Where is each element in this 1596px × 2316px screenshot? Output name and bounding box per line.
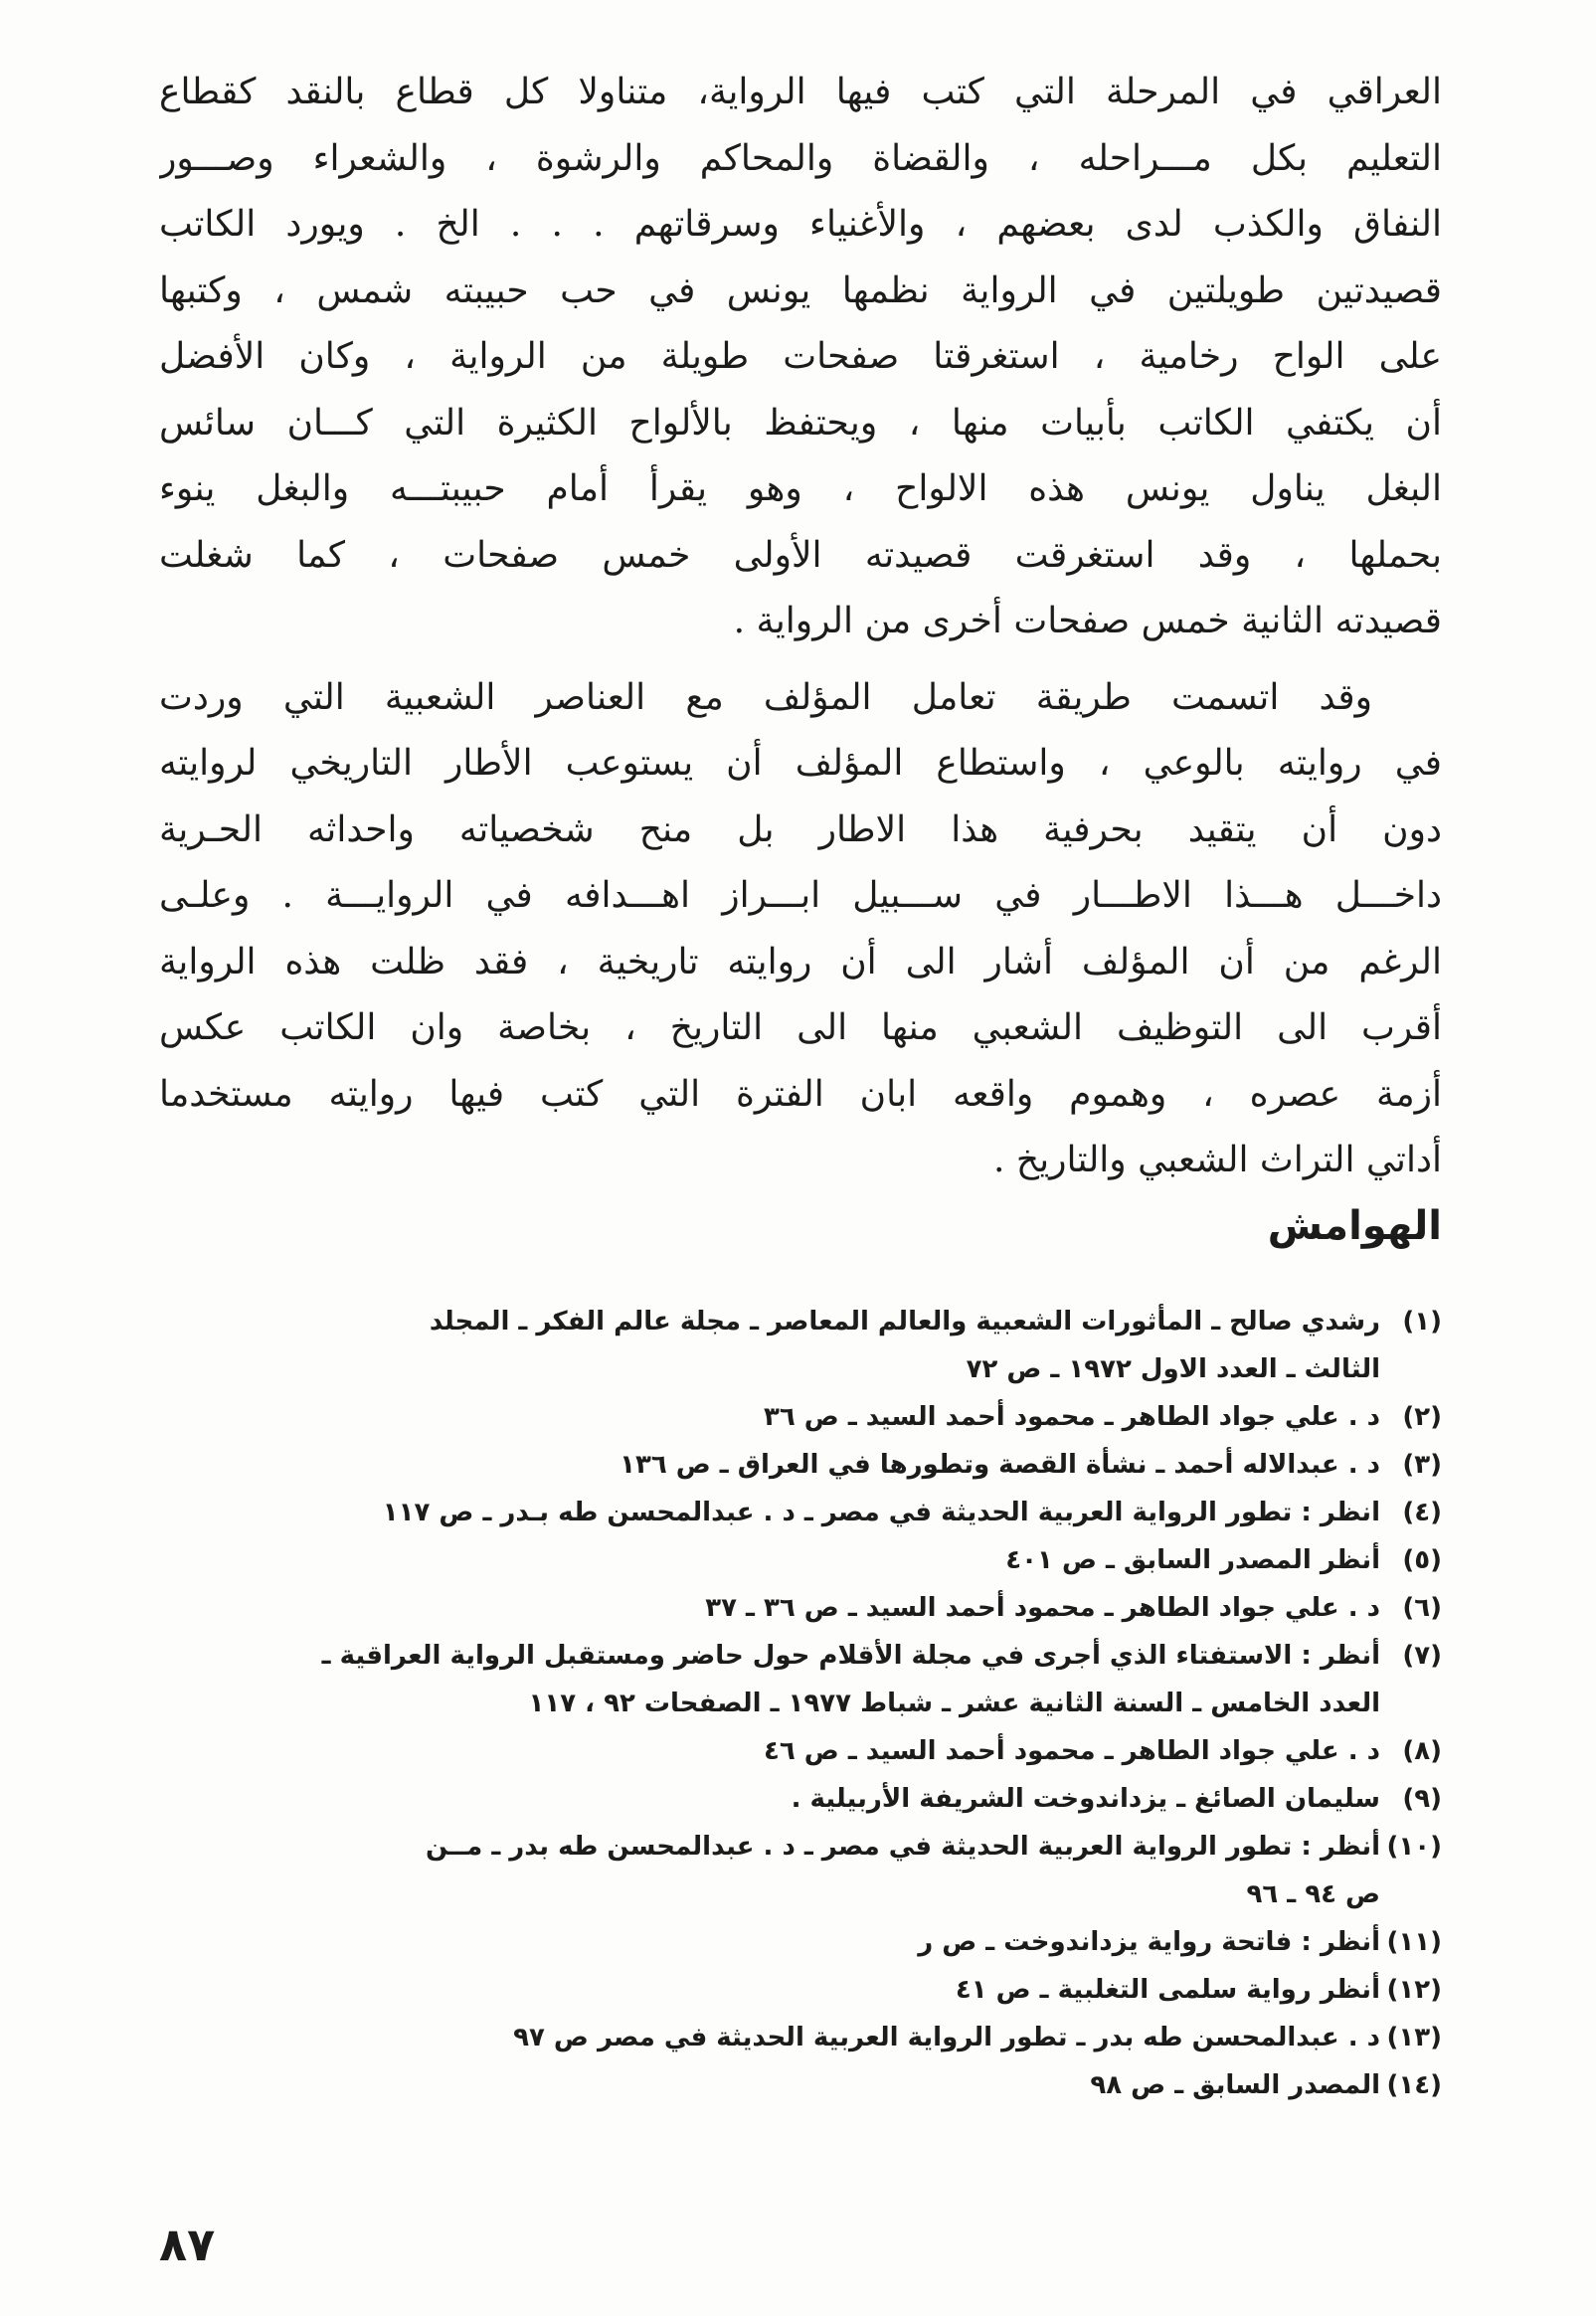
page-number: ٨٧ (159, 2218, 216, 2271)
footnote-text: الثالث ـ العدد الاول ١٩٧٢ ـ ص ٧٢ (966, 1354, 1380, 1384)
text-line: النفاق والكذب لدى بعضهم ، والأغنياء وسرقاتهم . . . الخ . ويورد الكاتب (159, 204, 1442, 245)
footnote-text: د . علي جواد الطاهر ـ محمود أحمد السيد ـ ص ٤٦ (764, 1736, 1380, 1766)
text-line: البغل يناول يونس هذه الالواح ، وهو يقرأ أمام حبيبتـــه والبغل ينوء (159, 468, 1442, 509)
footnote-number: (١١) (1386, 1927, 1442, 1957)
footnote (159, 1727, 1442, 1775)
footnote-number: (٦) (1402, 1593, 1442, 1623)
footnote-text: أنظر : فاتحة رواية يزداندوخت ـ ص ر (918, 1927, 1380, 1957)
footnote (159, 1393, 1442, 1441)
text-line: في روايته بالوعي ، واستطاع المؤلف أن يستوعب الأطار التاريخي لروايته (159, 743, 1442, 784)
footnote-text: د . علي جواد الطاهر ـ محمود أحمد السيد ـ ص ٣٦ ـ ٣٧ (705, 1593, 1380, 1623)
footnote-text: انظر : تطور الرواية العربية الحديثة في مصر ـ د . عبدالمحسن طه بـدر ـ ص ١١٧ (382, 1498, 1380, 1527)
footnote (159, 2014, 1442, 2061)
footnote (159, 1298, 1442, 1393)
footnote-number: (٧) (1402, 1641, 1442, 1671)
text-line: أزمة عصره ، وهموم واقعه ابان الفترة التي كتب فيها روايته مستخدما (159, 1073, 1442, 1115)
footnote-number: (١٠) (1386, 1832, 1442, 1862)
text-line: التعليم بكل مـــراحله ، والقضاة والمحاكم والرشوة ، والشعراء وصـــور (159, 137, 1442, 179)
footnote (159, 1775, 1442, 1823)
text-line: قصيدته الثانية خمس صفحات أخرى من الرواية . (733, 601, 1442, 641)
text-line: قصيدتين طويلتين في الرواية نظمها يونس في حب حبيبته شمس ، وكتبها (159, 269, 1442, 311)
footnote-text: د . عبدالمحسن طه بدر ـ تطور الرواية العربية الحديثة في مصر ص ٩٧ (513, 2023, 1380, 2052)
footnote-text: أنظر : الاستفتاء الذي أجرى في مجلة الأقلام حول حاضر ومستقبل الرواية العراقية ـ (321, 1641, 1380, 1671)
footnote-number: (٨) (1402, 1736, 1442, 1766)
text-line: داخـــل هـــذا الاطـــار في ســـبيل ابـــراز اهـــدافه في الروايـــة . وعلـى (159, 875, 1442, 916)
footnote-text: د . علي جواد الطاهر ـ محمود أحمد السيد ـ ص ٣٦ (764, 1402, 1380, 1432)
text-line: دون أن يتقيد بحرفية هذا الاطار بل منح شخصياته واحداثه الحـرية (159, 808, 1442, 850)
footnote-text: المصدر السابق ـ ص ٩٨ (1090, 2070, 1380, 2100)
footnote (159, 1489, 1442, 1536)
footnote-text: ص ٩٤ ـ ٩٦ (1246, 1879, 1380, 1909)
footnote-number: (٩) (1402, 1784, 1442, 1814)
footnote-number: (٢) (1402, 1402, 1442, 1432)
footnote-text: أنظر رواية سلمى التغلبية ـ ص ٤١ (955, 1975, 1380, 2005)
footnote (159, 1632, 1442, 1727)
footnote (159, 1441, 1442, 1489)
footnote (159, 1966, 1442, 2014)
footnote-text: رشدي صالح ـ المأثورات الشعبية والعالم المعاصر ـ مجلة عالم الفكر ـ المجلد (429, 1307, 1380, 1336)
footnote-text: أنظر : تطور الرواية العربية الحديثة في مصر ـ د . عبدالمحسن طه بدر ـ مــن (426, 1832, 1380, 1862)
text-line: وقد اتسمت طريقة تعامل المؤلف مع العناصر الشعبية التي وردت (159, 676, 1372, 718)
footnote-text: العدد الخامس ـ السنة الثانية عشر ـ شباط ١٩٧٧ ـ الصفحات ٩٢ ، ١١٧ (528, 1689, 1380, 1718)
footnote (159, 2061, 1442, 2109)
footnote (159, 1536, 1442, 1584)
footnotes-list (159, 1298, 1442, 2109)
paragraph-2 (159, 665, 1442, 1194)
footnote-number: (١٣) (1386, 2023, 1442, 2052)
text-line: العراقي في المرحلة التي كتب فيها الرواية، متناولا كل قطاع بالنقد كقطاع (159, 72, 1442, 112)
text-line: الرغم من أن المؤلف أشار الى أن روايته تاريخية ، فقد ظلت هذه الرواية (159, 941, 1442, 982)
footnote-text: أنظر المصدر السابق ـ ص ٤٠١ (1005, 1545, 1380, 1575)
footnote-number: (١٢) (1386, 1975, 1442, 2005)
footnote-text: سليمان الصائغ ـ يزداندوخت الشريفة الأربيلية . (791, 1784, 1380, 1814)
body-text (159, 60, 1442, 1194)
footnote-number: (١٤) (1386, 2070, 1442, 2100)
footnote-number: (٣) (1402, 1450, 1442, 1480)
paragraph-1 (159, 60, 1442, 655)
footnote-number: (٤) (1402, 1498, 1442, 1527)
text-line: على الواح رخامية ، استغرقتا صفحات طويلة من الرواية ، وكان الأفضل (159, 336, 1442, 377)
footnote (159, 1823, 1442, 1918)
text-line: بحملها ، وقد استغرقت قصيدته الأولى خمس صفحات ، كما شغلت (159, 534, 1442, 576)
footnote-number: (١) (1402, 1307, 1442, 1336)
text-line: أن يكتفي الكاتب بأبيات منها ، ويحتفظ بالألواح الكثيرة التي كـــان سائس (159, 402, 1442, 444)
notes-heading: الهوامش (1267, 1203, 1442, 1249)
text-line: أداتي التراث الشعبي والتاريخ . (992, 1140, 1442, 1180)
footnote-number: (٥) (1402, 1545, 1442, 1575)
footnote (159, 1584, 1442, 1632)
text-line: أقرب الى التوظيف الشعبي منها الى التاريخ ، بخاصة وان الكاتب عكس (159, 1007, 1442, 1048)
footnote-text: د . عبدالاله أحمد ـ نشأة القصة وتطورها في العراق ـ ص ١٣٦ (620, 1450, 1380, 1480)
footnote (159, 1918, 1442, 1966)
